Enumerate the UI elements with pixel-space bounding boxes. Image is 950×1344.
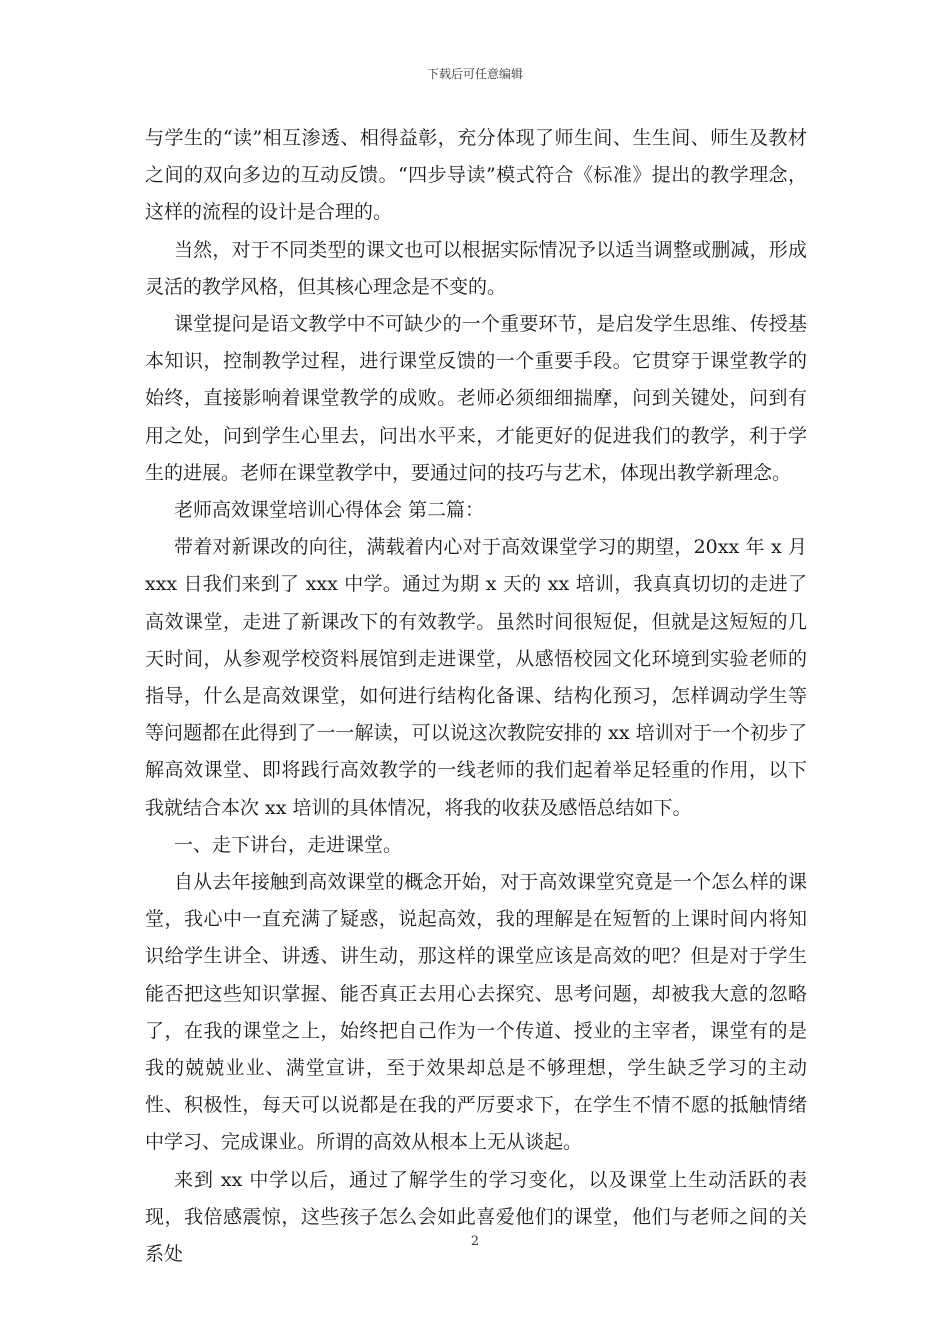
paragraph: 自从去年接触到高效课堂的概念开始，对于高效课堂究竟是一个怎么样的课堂，我心中一直充满了疑惑，说起高效，我的理解是在短暂的上课时间内将知识给学生讲全、讲透、讲生动，那这样的课堂应该是高效的吧？但是对于学生能否把这些知识掌握、能否真正去用心去探究、思考问题，却被我大意的忽略了，在我的课堂之上，始终把自己作为一个传道、授业的主宰者，课堂有的是我的兢兢业业、满堂宣讲，至于效果却总是不够理想，学生缺乏学习的主动性、积极性，每天可以说都是在我的严厉要求下，在学生不情不愿的抵触情绪中学习、完成课业。所谓的高效从根本上无从谈起。 bbox=[145, 871, 807, 1154]
document-body bbox=[145, 120, 807, 1273]
subsection-heading: 一、走下讲台，走进课堂。 bbox=[174, 833, 403, 856]
paragraph: 带着对新课改的向往，满载着内心对于高效课堂学习的期望，20xx 年 x 月 xxx 日我们来到了 xxx 中学。通过为期 x 天的 xx 培训，我真真切切的走进了高效课堂，走进了新课改下的有效教学。虽然时间很短促，但就是这短短的几天时间，从参观学校资料展馆到走进课堂，从感悟校园文化环境到实验老师的指导，什么是高效课堂，如何进行结构化备课、结构化预习，怎样调动学生等等问题都在此得到了一一解读，可以说这次教院安排的 xx 培训对于一个初步了解高效课堂、即将践行高效教学的一线老师的我们起着举足轻重的作用，以下我就结合本次 xx 培训的具体情况，将我的收获及感悟总结如下。 bbox=[145, 536, 807, 819]
page-header: 下载后可任意编辑 bbox=[426, 67, 523, 81]
paragraph-continuation: 与学生的“读”相互渗透、相得益彰，充分体现了师生间、生生间、师生及教材之间的双向多边的互动反馈。“四步导读”模式符合《标准》提出的教学理念，这样的流程的设计是合理的。 bbox=[145, 127, 807, 224]
section-heading: 老师高效课堂培训心得体会 第二篇： bbox=[174, 499, 485, 522]
paragraph: 课堂提问是语文教学中不可缺少的一个重要环节，是启发学生思维、传授基本知识，控制教学过程，进行课堂反馈的一个重要手段。它贯穿于课堂教学的始终，直接影响着课堂教学的成败。老师必须细细揣摩，问到关键处，问到有用之处，问到学生心里去，问出水平来，才能更好的促进我们的教学，利于学生的进展。老师在课堂教学中，要通过问的技巧与艺术，体现出教学新理念。 bbox=[145, 313, 807, 484]
paragraph: 来到 xx 中学以后，通过了解学生的学习变化，以及课堂上生动活跃的表现，我倍感震惊，这些孩子怎么会如此喜爱他们的课堂，他们与老师之间的关系处 bbox=[145, 1168, 807, 1266]
paragraph: 当然，对于不同类型的课文也可以根据实际情况予以适当调整或删减，形成灵活的教学风格，但其核心理念是不变的。 bbox=[145, 238, 807, 298]
page-number: 2 bbox=[470, 1234, 480, 1249]
